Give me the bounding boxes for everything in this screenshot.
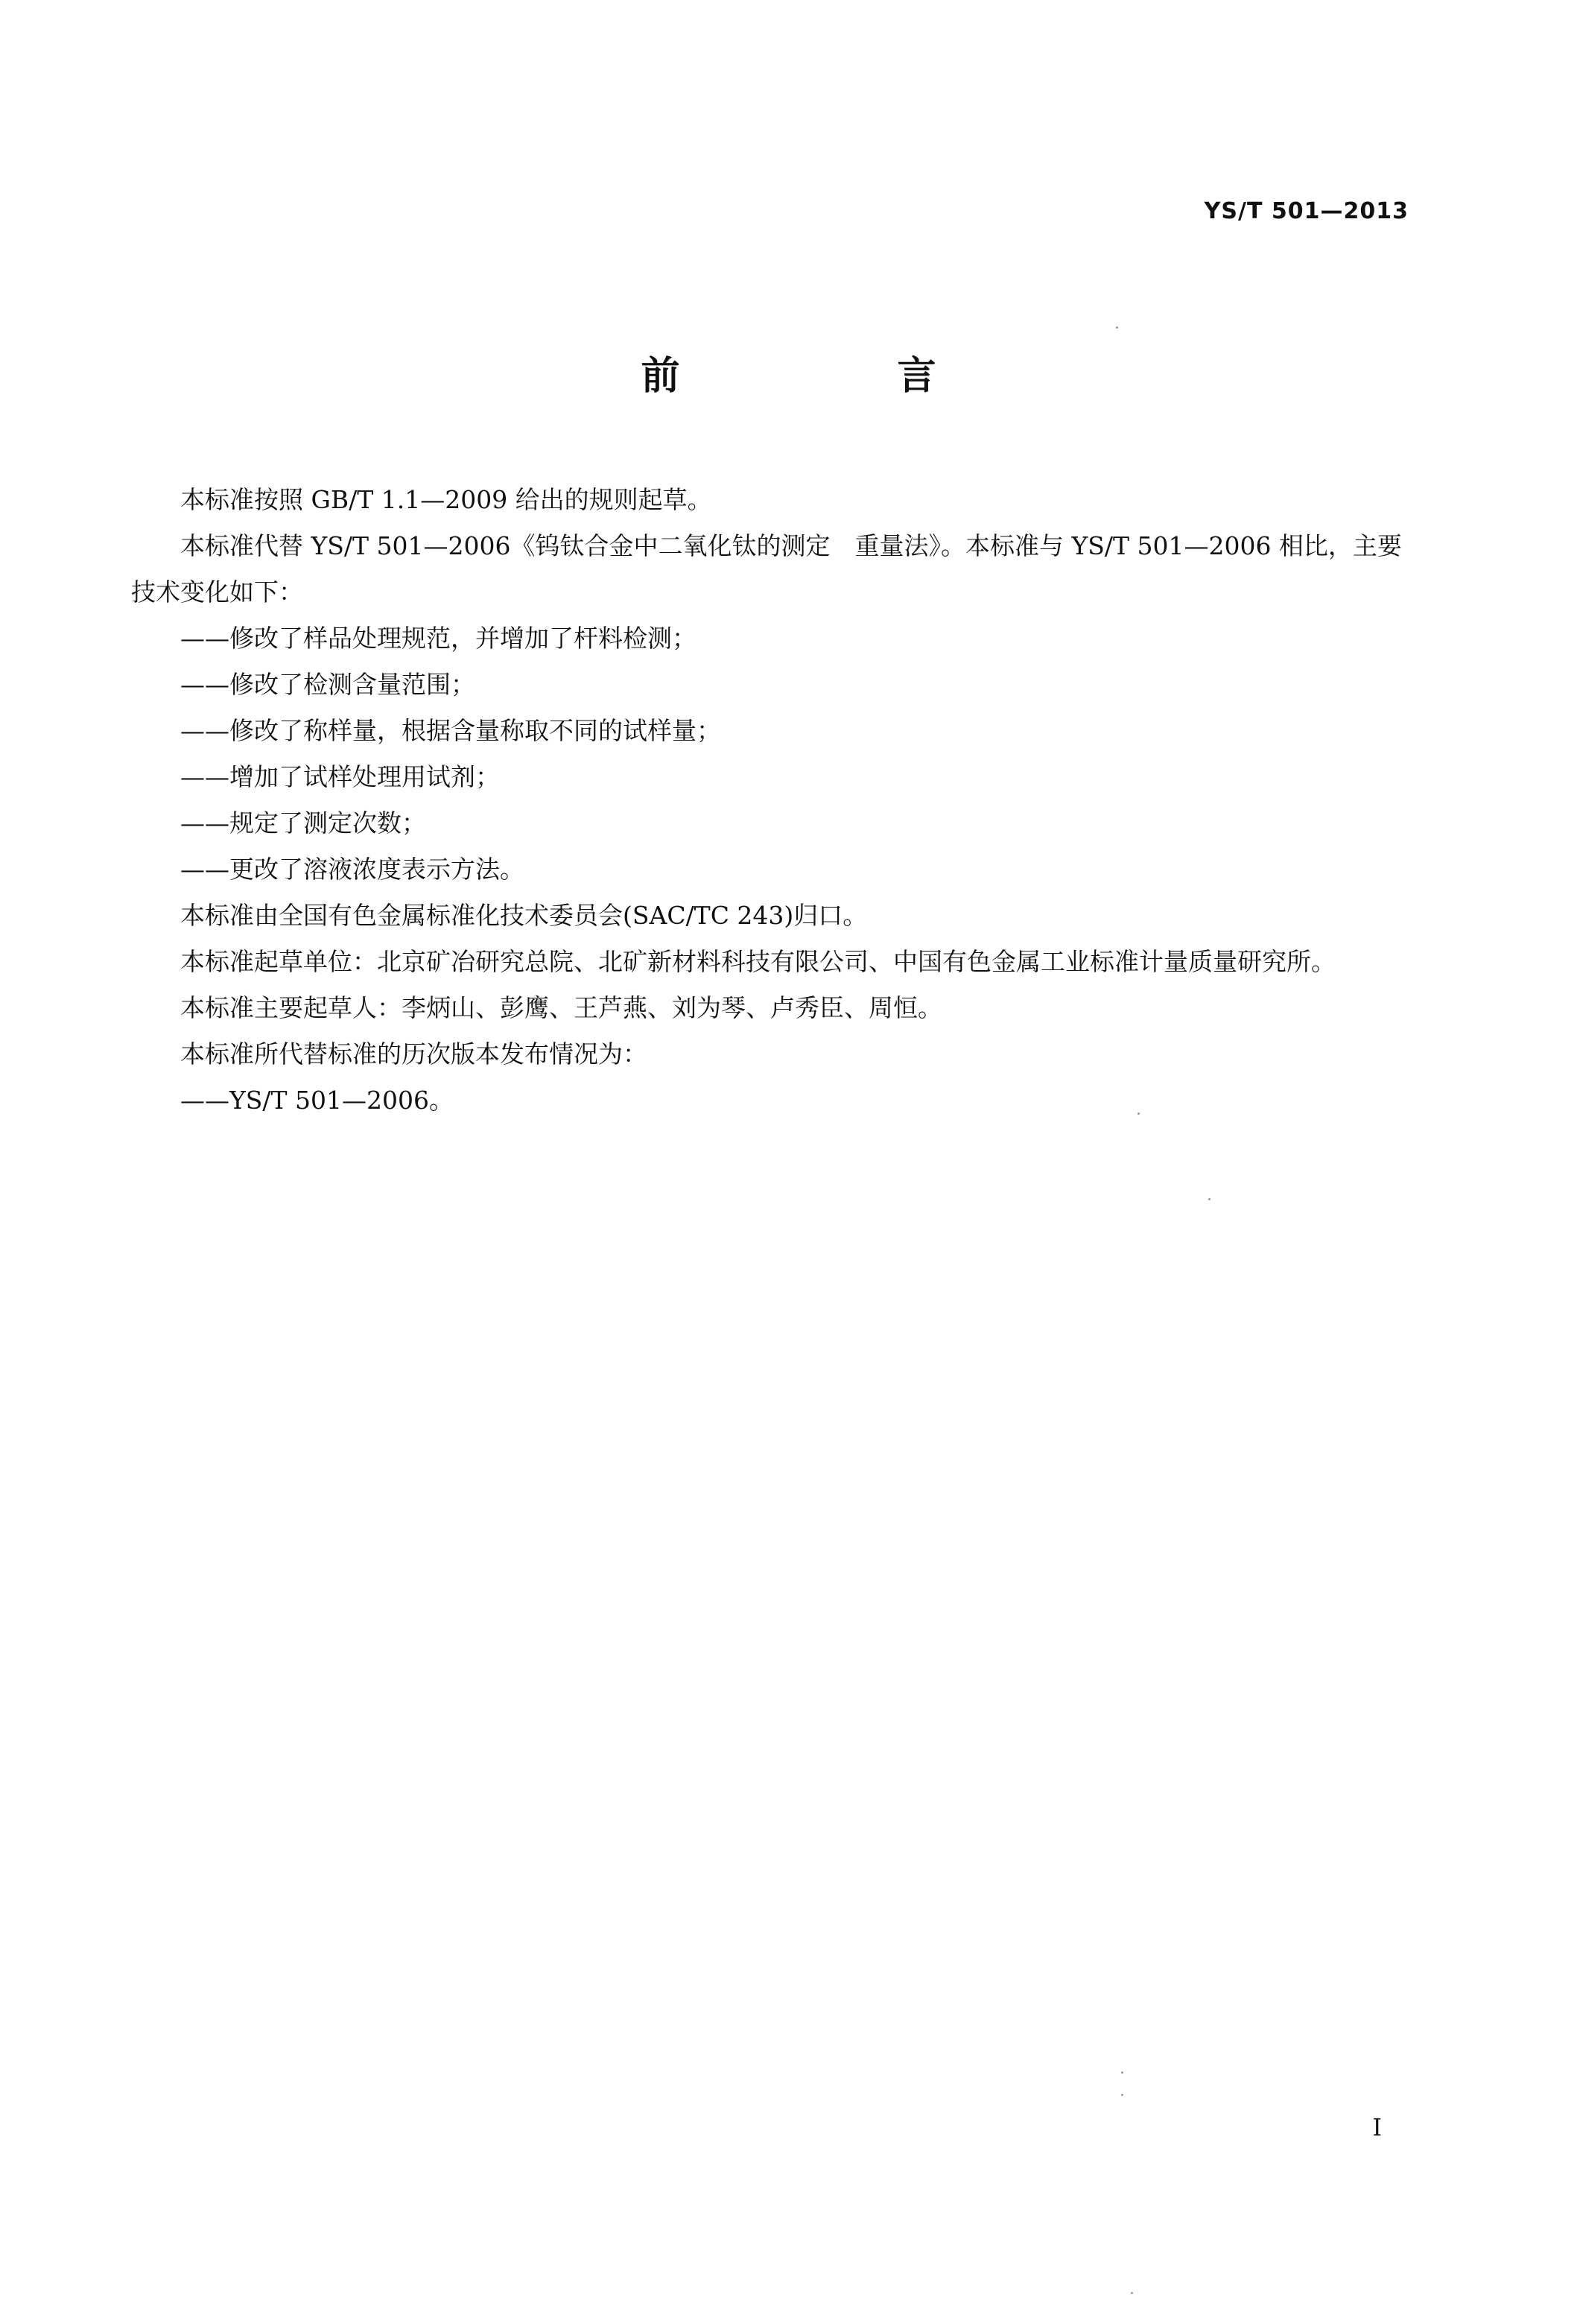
paragraph-drafters: 本标准主要起草人：李炳山、彭鹰、王芦燕、刘为琴、卢秀臣、周恒。 xyxy=(180,993,942,1022)
change-item: ——修改了称样量，根据含量称取不同的试样量； xyxy=(180,716,721,745)
change-item: ——修改了检测含量范围； xyxy=(180,670,475,699)
scan-speck xyxy=(1121,2094,1123,2096)
change-item: ——规定了测定次数； xyxy=(180,808,426,838)
change-item: ——增加了试样处理用试剂； xyxy=(180,762,500,791)
paragraph-committee: 本标准由全国有色金属标准化技术委员会(SAC/TC 243)归口。 xyxy=(180,901,868,930)
paragraph-replacement: 本标准代替 YS/T 501—2006《钨钛合金中二氧化钛的测定 重量法》。本标准与 YS/T 501—2006 相比，主要技术变化如下： xyxy=(131,531,1402,607)
scan-speck xyxy=(1137,1112,1140,1115)
page-title: 前 言 xyxy=(641,354,1026,399)
change-item: ——更改了溶液浓度表示方法。 xyxy=(180,855,524,884)
scan-speck xyxy=(1208,1198,1210,1200)
scan-speck xyxy=(1121,2071,1123,2074)
change-item: ——修改了样品处理规范，并增加了杆料检测； xyxy=(180,624,697,653)
paragraph-history-intro: 本标准所代替标准的历次版本发布情况为： xyxy=(180,1039,647,1068)
standard-code: YS/T 501—2013 xyxy=(1204,198,1409,224)
scan-speck xyxy=(1116,326,1118,329)
paragraph-drafting-units: 本标准起草单位：北京矿冶研究总院、北矿新材料科技有限公司、中国有色金属工业标准计量质量研究所。 xyxy=(180,947,1336,976)
scan-speck xyxy=(1131,2292,1133,2294)
foreword-body xyxy=(131,477,1411,1124)
history-item: ——YS/T 501—2006。 xyxy=(180,1086,454,1115)
page-number: I xyxy=(1372,2113,1382,2141)
paragraph-drafting-rules: 本标准按照 GB/T 1.1—2009 给出的规则起草。 xyxy=(180,485,712,514)
